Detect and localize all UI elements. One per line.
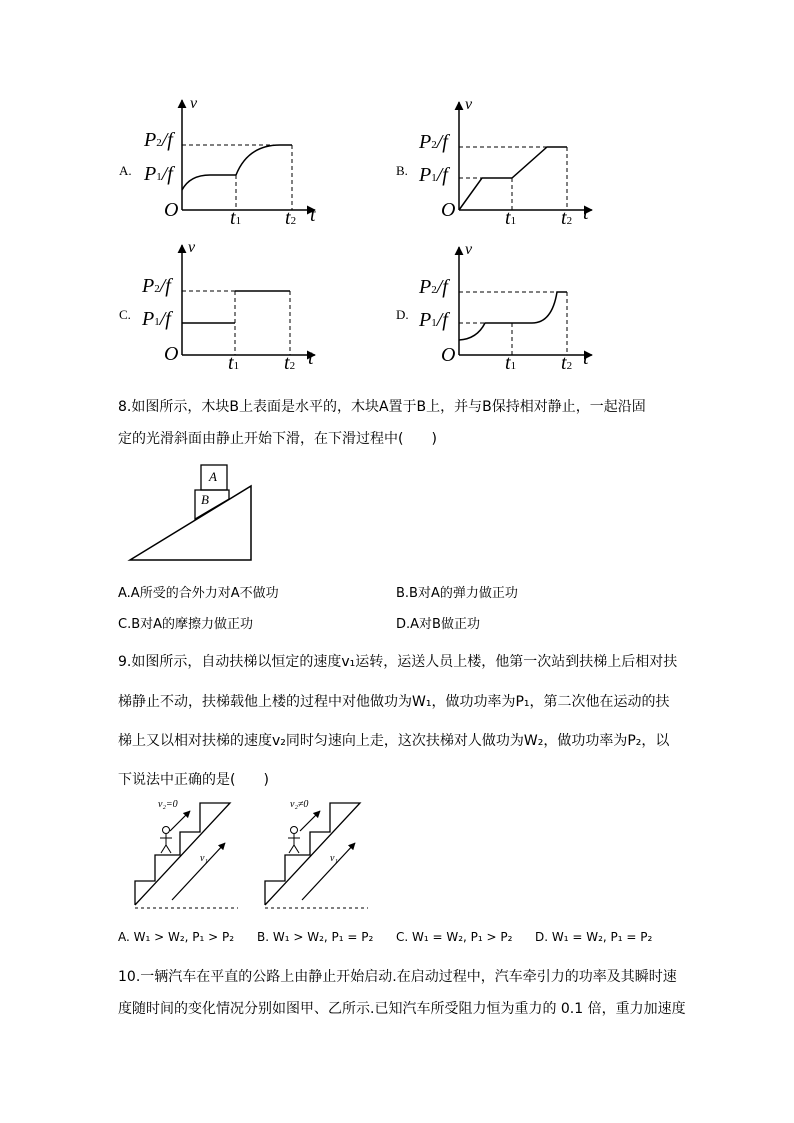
- graph-b-option-label: B.: [396, 163, 408, 178]
- graph-c-p2f: P2/f: [142, 275, 171, 297]
- escalator-1-v1-label: v₁: [200, 853, 208, 864]
- q8-incline-figure: [125, 462, 265, 566]
- graph-b-p1f: P1/f: [419, 164, 448, 186]
- q10-line-2: 度随时间的变化情况分别如图甲、乙所示.已知汽车所受阻力恒为重力的 0.1 倍，重力加速度: [118, 1001, 686, 1017]
- q8-incline-svg: [125, 462, 265, 566]
- graph-c-t1: t1: [228, 352, 240, 374]
- graph-c-p1f: P1/f: [142, 308, 171, 330]
- q8-option-a: A.A所受的合外力对A不做功: [118, 586, 279, 601]
- q9-line-3: 梯上又以相对扶梯的速度v₂同时匀速向上走，这次扶梯对人做功为W₂，做功功率为P₂，以: [118, 733, 670, 749]
- q9-option-a: A. W₁ > W₂, P₁ > P₂: [118, 930, 235, 944]
- graph-a-option-label: A.: [119, 163, 132, 178]
- graph-a-t1: t1: [230, 207, 242, 229]
- graph-a-p2f: P2/f: [144, 129, 173, 151]
- graph-a-origin: O: [164, 199, 179, 221]
- escalator-2-v1-label: v₁: [330, 853, 338, 864]
- graph-a: [130, 95, 330, 235]
- block-b-label: B: [201, 492, 209, 507]
- q8-option-c: C.B对A的摩擦力做正功: [118, 617, 254, 632]
- graph-b-t1: t1: [505, 207, 517, 229]
- q9-line-2: 梯静止不动，扶梯载他上楼的过程中对他做功为W₁，做功功率为P₁，第二次他在运动的扶: [118, 694, 670, 710]
- graph-a-curve: [182, 145, 292, 190]
- q8-line-1: 8.如图所示，木块B上表面是水平的，木块A置于B上，并与B保持相对静止，一起沿固: [118, 399, 646, 415]
- graph-c-option-label: C.: [119, 307, 131, 322]
- graph-c-curve: [182, 291, 290, 323]
- graph-c-t2: t2: [284, 352, 296, 374]
- graph-c-v-label: v: [188, 239, 196, 256]
- graph-c-t-axis-label: t: [308, 347, 314, 369]
- graph-d: [407, 241, 607, 385]
- graph-b: [407, 96, 607, 240]
- graph-d-t-axis-label: t: [583, 347, 589, 369]
- graph-b-t2: t2: [561, 207, 573, 229]
- escalator-1-v2-label: v₂=0: [158, 799, 178, 810]
- graph-b-t-axis-label: t: [583, 202, 589, 224]
- graph-c-origin: O: [164, 343, 179, 365]
- graph-d-p1f: P1/f: [419, 309, 448, 331]
- graph-d-t1: t1: [505, 352, 517, 374]
- graph-d-v-label: v: [465, 241, 473, 258]
- q10-line-1: 10.一辆汽车在平直的公路上由静止开始启动.在启动过程中，汽车牵引力的功率及其瞬时速: [118, 969, 677, 985]
- graph-a-v-label: v: [190, 95, 198, 112]
- escalator-1-svg: [130, 795, 245, 915]
- graph-a-p1f: P1/f: [144, 163, 173, 185]
- escalator-2-v2-label: v₂≠0: [290, 799, 309, 810]
- graph-b-origin: O: [441, 199, 456, 221]
- graph-b-v-label: v: [465, 96, 473, 113]
- escalator-figure-2: [260, 795, 375, 915]
- graph-d-origin: O: [441, 344, 456, 366]
- q8-option-b: B.B对A的弹力做正功: [396, 586, 518, 601]
- graph-b-p2f: P2/f: [419, 131, 448, 153]
- graph-c: [130, 239, 330, 383]
- q9-line-1: 9.如图所示，自动扶梯以恒定的速度v₁运转，运送人员上楼，他第一次站到扶梯上后相对扶: [118, 654, 678, 670]
- graph-d-curve: [459, 292, 567, 340]
- q9-line-4: 下说法中正确的是( ): [118, 772, 269, 788]
- escalator-figure-1: [130, 795, 245, 915]
- graph-d-p2f: P2/f: [419, 276, 448, 298]
- graph-a-t2: t2: [285, 207, 297, 229]
- incline: [130, 486, 251, 560]
- q9-option-c: C. W₁ = W₂, P₁ > P₂: [396, 930, 513, 944]
- escalator-2-svg: [260, 795, 375, 915]
- block-a-label: A: [209, 469, 217, 484]
- graph-a-t-axis-label: t: [310, 204, 316, 226]
- graph-d-t2: t2: [561, 352, 573, 374]
- q8-line-2: 定的光滑斜面由静止开始下滑，在下滑过程中( ): [118, 431, 437, 447]
- q8-option-d: D.A对B做正功: [396, 617, 480, 632]
- q9-option-d: D. W₁ = W₂, P₁ = P₂: [535, 930, 653, 944]
- graph-d-option-label: D.: [396, 307, 409, 322]
- q9-option-b: B. W₁ > W₂, P₁ = P₂: [257, 930, 374, 944]
